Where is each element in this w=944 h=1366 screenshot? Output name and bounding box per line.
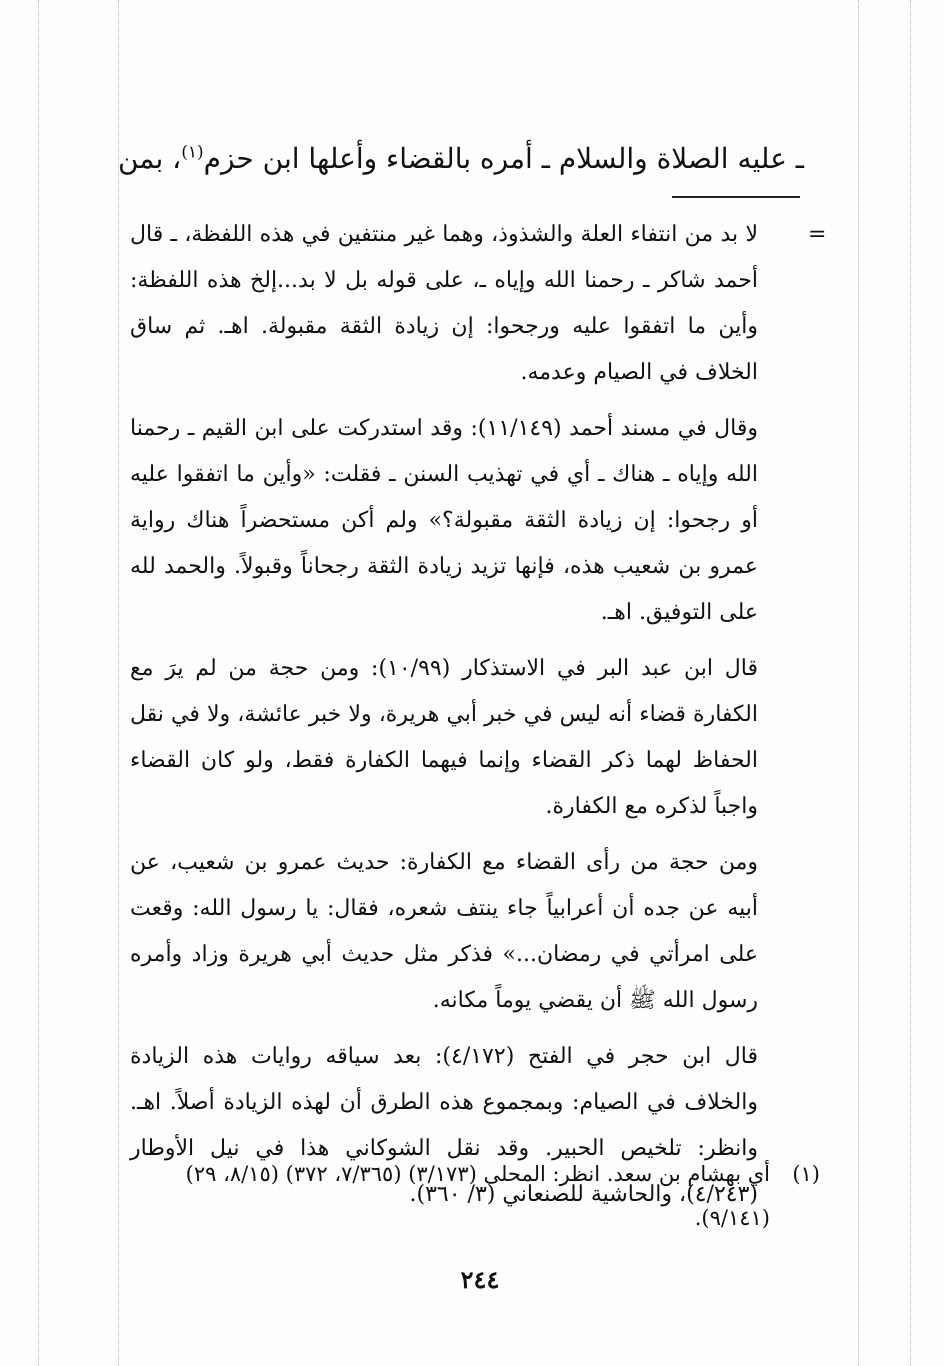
scan-artifact-line (858, 0, 859, 1366)
note-paragraph: لا بد من انتفاء العلة والشذوذ، وهما غير منتفين في هذه اللفظة، ـ قال أحمد شاكر ـ رحمنا الله وإياه ـ، على قوله بل لا بد...إلخ هذه اللفظة: وأين ما اتفقوا عليه ورجحوا: إن زيادة الثقة مقبولة. اهـ. ثم ساق الخلاف في الصيام وعدمه. (130, 222, 758, 385)
footnote-text: أي بهشام بن سعد. انظر: المحلى (٣/١٧٣) (٧/٣٦٥، ٣٧٢) (٨/١٥، ٢٩) (٩/١٤١). (185, 1162, 770, 1230)
footnote-reference: (١) (181, 142, 204, 163)
page-number: ٢٤٤ (460, 1265, 500, 1294)
footnote-separator (672, 196, 800, 198)
scan-artifact-line (38, 0, 39, 1366)
main-text: ـ عليه الصلاة والسلام ـ أمره بالقضاء وأعلها ابن حزم (203, 142, 804, 175)
note-paragraph: وقال في مسند أحمد (١١/١٤٩): وقد استدركت على ابن القيم ـ رحمنا الله وإياه ـ هناك ـ أي في تهذيب السنن ـ فقلت: «وأين ما اتفقوا عليه أو رجحوا: إن زيادة الثقة مقبولة؟» ولم أكن مستحضراً هناك رواية عمرو بن شعيب هذه، فإنها تزيد زيادة الثقة رجحاناً وقبولاً. والحمد لله على التوفيق. اهـ. (130, 416, 758, 625)
main-text-line (117, 134, 804, 184)
note-paragraph: قال ابن عبد البر في الاستذكار (١٠/٩٩): ومن حجة من لم يرَ مع الكفارة قضاء أنه ليس في خبر أبي هريرة، ولا خبر عائشة، ولا في نقل الحفاظ لهما ذكر القضاء وإنما فيهما الكفارة فقط، ولو كان القضاء واجباً لذكره مع الكفارة. (130, 656, 759, 819)
footnote (130, 1152, 820, 1240)
scan-artifact-line (910, 0, 911, 1366)
note-paragraph: ومن حجة من رأى القضاء مع الكفارة: حديث عمرو بن شعيب، عن أبيه عن جده أن أعرابياً جاء ينتف شعره، فقال: يا رسول الله: وقعت على امرأتي في رمضان...» فذكر مثل حديث أبي هريرة وزاد وأمره رسول الله ﷺ أن يقضي يوماً مكانه. (130, 850, 758, 1013)
main-text-tail: ، بمن (117, 142, 182, 175)
continued-notes (130, 212, 758, 1228)
note-paragraph: قال ابن حجر في الفتح (٤/١٧٢): بعد سياقه روايات هذه الزيادة والخلاف في الصيام: وبمجموع هذه الطرق أن لهذه الزيادة أصلاً. اهـ. وانظر: تلخيص الحبير. وقد نقل الشوكاني هذا في نيل الأوطار (٤/٢٤٣)، والحاشية للصنعاني (٣/ ٣٦٠). (130, 1044, 759, 1207)
scan-artifact-line (118, 0, 119, 1366)
footnote-marker: (١) (792, 1162, 820, 1186)
continuation-mark: = (808, 222, 827, 247)
